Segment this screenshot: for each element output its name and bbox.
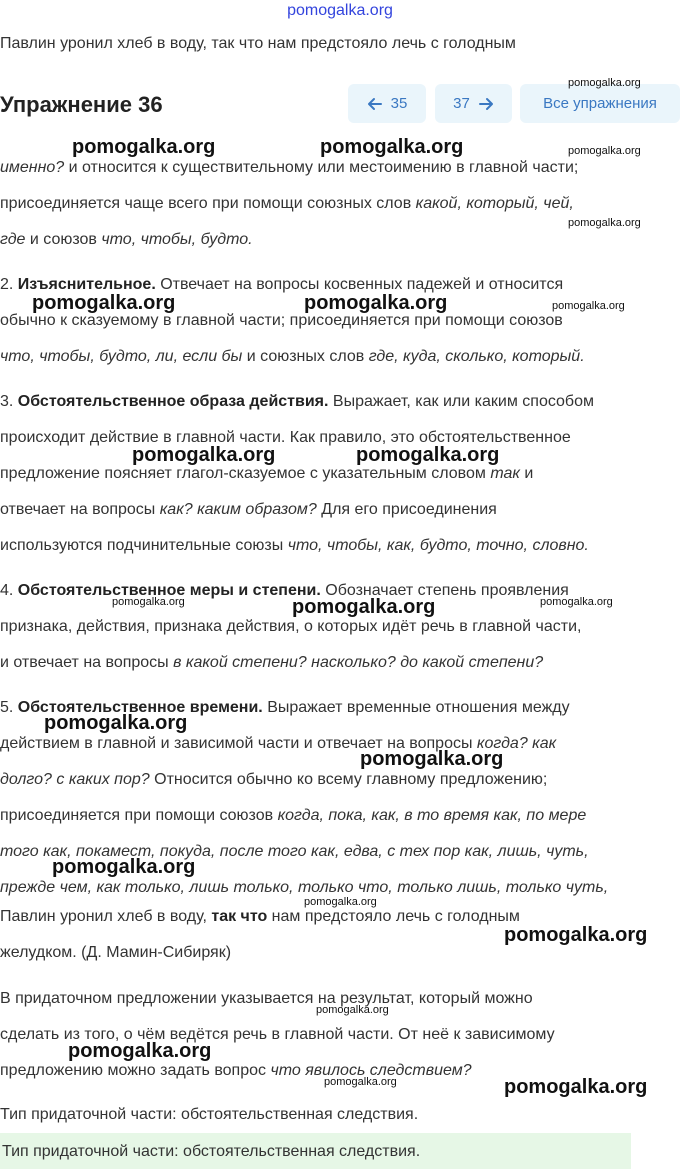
text-segment: Отвечает на вопросы косвенных падежей и относится [155,276,564,293]
italic-term: когда, пока, как, в то время как, по мере [277,807,587,824]
text-line [0,806,586,826]
all-exercises-label: Все упражнения [543,95,657,112]
text-segment: признака, действия, признака действия, о которых идёт речь в главной части, [0,618,582,635]
text-segment: Выражает временные отношения между [262,699,570,716]
text-line [0,536,589,556]
text-line [0,230,253,250]
watermark-text: pomogalka.org [320,136,464,158]
watermark-text-small: pomogalka.org [568,217,641,229]
watermark-text: pomogalka.org [292,596,436,618]
text-line [0,943,231,963]
text-line [0,617,581,637]
italic-term: какой, который, чей, [415,195,574,212]
text-line [0,1105,418,1125]
text-segment: действием в главной и зависимой части и отвечает на вопросы [0,735,477,752]
watermark-text-small: pomogalka.org [568,77,641,89]
watermark-text: pomogalka.org [44,712,188,734]
italic-term: когда? как [476,735,557,752]
watermark-text: pomogalka.org [132,444,276,466]
watermark-text: pomogalka.org [356,444,500,466]
text-segment: В придаточном предложении указывается на результат, который можно [0,990,533,1007]
text-segment: и относится к существительному или местоимению в главной части; [64,159,579,176]
italic-term: долго? с каких пор? [0,771,150,788]
watermark-text-small: pomogalka.org [540,596,613,608]
text-segment: 5. [0,699,18,716]
text-segment: желудком. (Д. Мамин-Сибиряк) [0,944,232,961]
text-line [0,194,574,214]
watermark-text: pomogalka.org [304,292,448,314]
text-line [0,347,585,367]
watermark-text-small: pomogalka.org [112,596,185,608]
italic-term: того как, покамест, покуда, после того как, едва, с тех пор как, лишь, чуть, [0,843,589,860]
all-exercises-button[interactable] [520,84,680,123]
text-segment: происходит действие в главной части. Как правило, это обстоятельственное [0,429,571,446]
text-line [0,878,608,898]
italic-term: что явилось следствием? [270,1062,472,1079]
italic-term: что, чтобы, как, будто, точно, словно. [287,537,589,554]
text-segment: обычно к сказуемому в главной части; присоединяется при помощи союзов [0,312,563,329]
italic-term: в какой степени? насколько? до какой степени? [173,654,544,671]
watermark-text: pomogalka.org [52,856,196,878]
next-exercise-label: 37 [453,95,470,112]
bold-term: Обстоятельственное времени. [17,699,263,716]
text-line [0,392,594,412]
text-line [0,653,543,673]
italic-term: что, чтобы, будто, ли, если бы [0,348,243,365]
text-segment: предложению можно задать вопрос [0,1062,271,1079]
italic-term: что, чтобы, будто. [101,231,253,248]
text-line [0,989,533,1009]
watermark-text: pomogalka.org [32,292,176,314]
text-segment: Выражает, как или каким способом [328,393,594,410]
text-segment: присоединяется при помощи союзов [0,807,278,824]
text-segment: 3. [0,393,18,410]
bold-term: так что [211,908,268,925]
text-segment: Тип придаточной части: обстоятельственная следствия. [0,1106,419,1123]
text-line [0,770,547,790]
text-segment: и [519,465,534,482]
watermark-text-small: pomogalka.org [568,145,641,157]
watermark-text: pomogalka.org [68,1040,212,1062]
watermark-text: pomogalka.org [72,136,216,158]
text-segment: 4. [0,582,18,599]
text-segment: предложение поясняет глагол-сказуемое с указательным словом [0,465,491,482]
text-segment: сделать из того, о чём ведётся речь в главной части. От неё к зависимому [0,1026,555,1043]
italic-term: как? каким образом? [159,501,317,518]
watermark-text: pomogalka.org [360,748,504,770]
italic-term: прежде чем, как только, лишь только, только что, только лишь, только чуть, [0,879,609,896]
watermark-text-small: pomogalka.org [552,300,625,312]
bold-term: Изъяснительное. [17,276,156,293]
watermark-text: pomogalka.org [504,1076,648,1098]
top-sentence: Павлин уронил хлеб в воду, так что нам предстояло лечь с голодным [0,35,516,52]
site-logo[interactable]: pomogalka.org [287,2,393,19]
text-line [0,500,497,520]
watermark-text-small: pomogalka.org [316,1004,389,1016]
text-segment: Обозначает степень проявления [320,582,569,599]
text-segment: и союзов [25,231,102,248]
text-line [0,581,569,601]
bold-term: Обстоятельственное меры и степени. [17,582,321,599]
prev-exercise-label: 35 [390,95,408,112]
italic-term: именно? [0,159,65,176]
text-segment: и союзных слов [242,348,369,365]
answer-text: Тип придаточной части: обстоятельственная следствия. [2,1143,421,1160]
text-line [0,464,533,484]
italic-term: где [0,231,26,248]
text-segment: отвечает на вопросы [0,501,160,518]
text-line [0,907,520,927]
arrow-right-icon [478,96,494,112]
watermark-text-small: pomogalka.org [304,896,377,908]
text-segment: Павлин уронил хлеб в воду, [0,908,212,925]
arrow-left-icon [367,96,383,112]
bold-term: Обстоятельственное образа действия. [17,393,329,410]
text-segment: нам предстояло лечь с голодным [267,908,520,925]
prev-exercise-button[interactable] [348,84,426,123]
text-line [0,1061,472,1081]
text-segment: используются подчинительные союзы [0,537,288,554]
exercise-title: Упражнение 36 [0,92,163,117]
text-segment: 2. [0,276,18,293]
watermark-text-small: pomogalka.org [324,1076,397,1088]
text-segment: и отвечает на вопросы [0,654,174,671]
text-segment: Относится обычно ко всему главному предложению; [149,771,548,788]
text-segment: присоединяется чаще всего при помощи союзных слов [0,195,416,212]
text-line [0,158,578,178]
next-exercise-button[interactable] [435,84,512,123]
watermark-text: pomogalka.org [504,924,648,946]
italic-term: где, куда, сколько, который. [368,348,585,365]
italic-term: так [490,465,520,482]
text-segment: Для его присоединения [316,501,497,518]
